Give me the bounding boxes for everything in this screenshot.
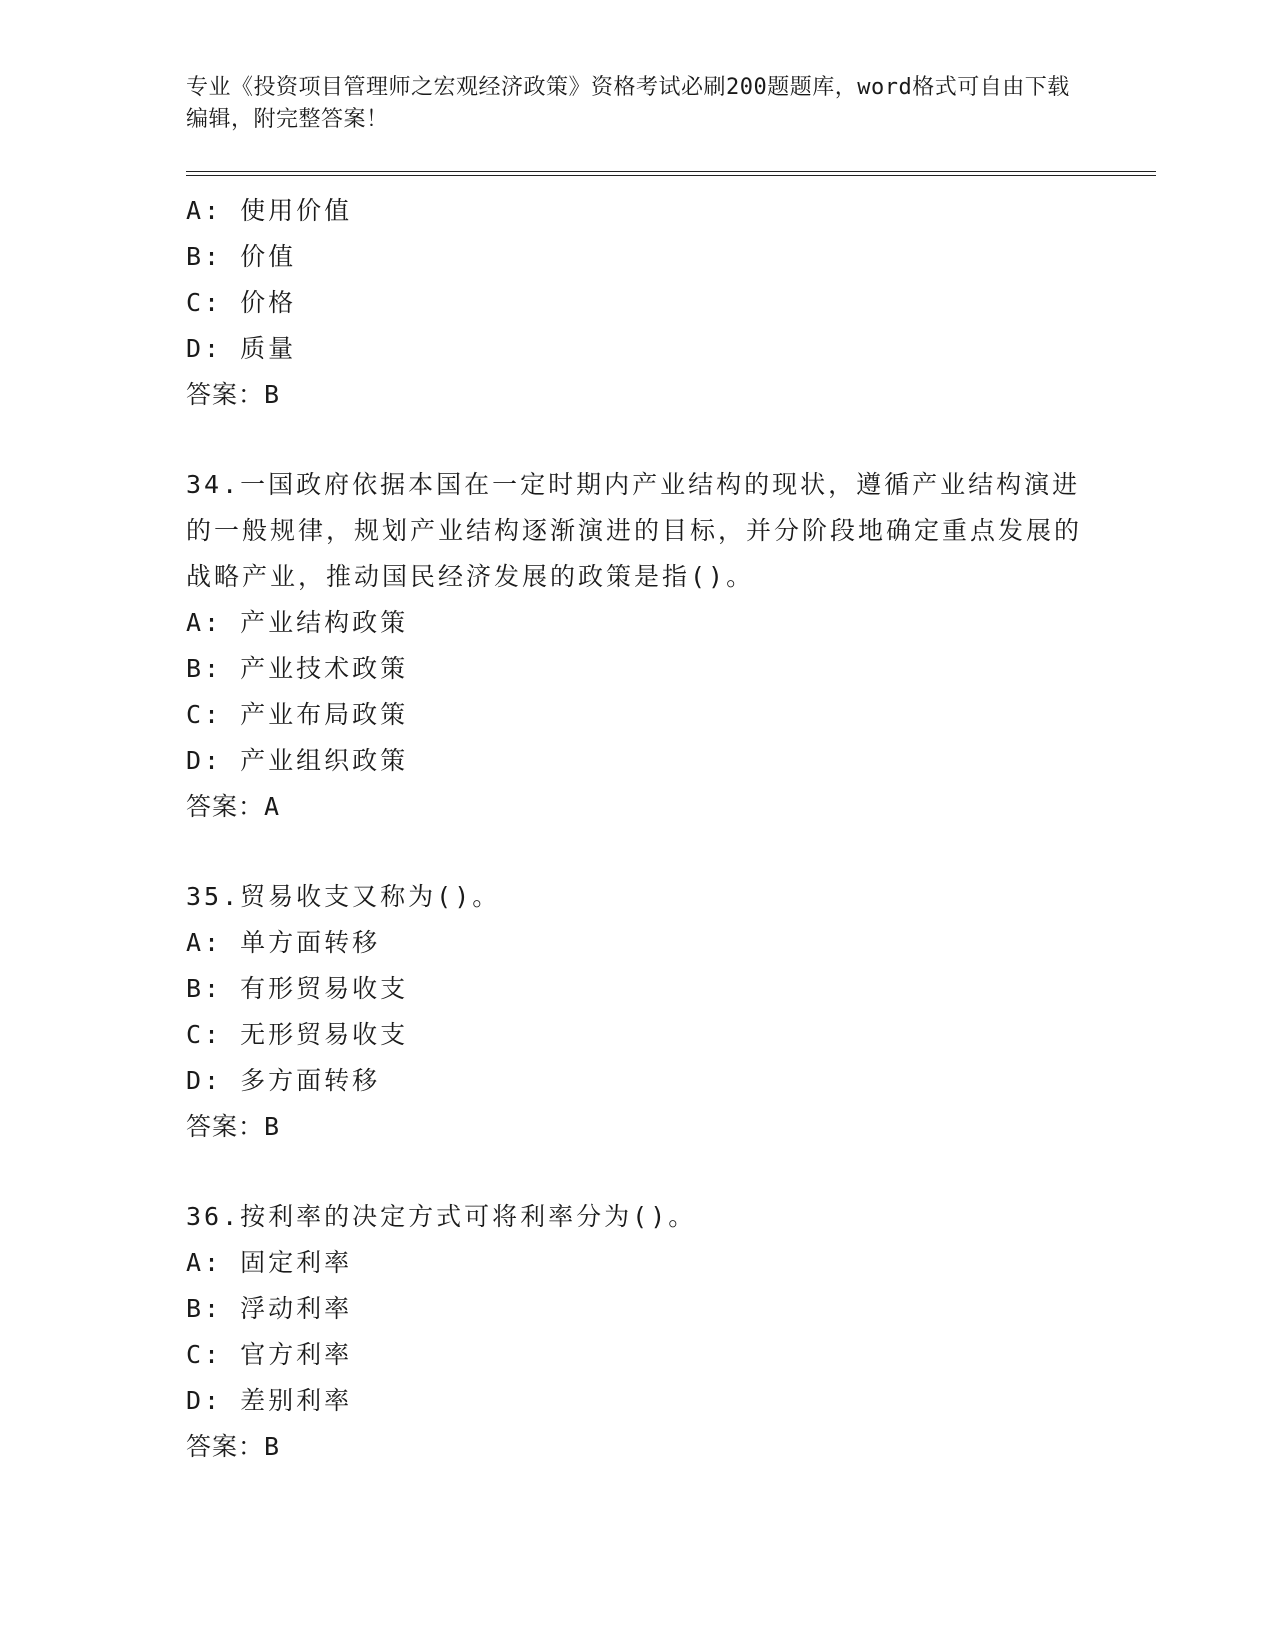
option-c: C: 产业布局政策 [186, 700, 409, 729]
question-stem: 36.按利率的决定方式可将利率分为()。 [186, 1202, 697, 1231]
question-stem: 34.一国政府依据本国在一定时期内产业结构的现状，遵循产业结构演进的一般规律，规划产业结构逐渐演进的目标，并分阶段地确定重点发展的战略产业，推动国民经济发展的政策是指()。 [186, 470, 1083, 591]
option-c: C: 官方利率 [186, 1340, 353, 1369]
option-d: D: 质量 [186, 334, 297, 363]
question-33 [186, 188, 1086, 418]
option-a: A: 固定利率 [186, 1248, 353, 1277]
option-a: A: 使用价值 [186, 196, 353, 225]
option-b: B: 浮动利率 [186, 1294, 353, 1323]
question-35 [186, 874, 1086, 1150]
question-stem: 35.贸易收支又称为()。 [186, 882, 501, 911]
page-header: 专业《投资项目管理师之宏观经济政策》资格考试必刷200题题库，word格式可自由下载编辑，附完整答案！ [186, 75, 1070, 132]
header-rule-bottom [186, 175, 1156, 176]
option-d: D: 产业组织政策 [186, 746, 409, 775]
question-36 [186, 1194, 1086, 1470]
option-b: B: 产业技术政策 [186, 654, 409, 683]
answer: 答案：B [186, 380, 281, 409]
option-c: C: 无形贸易收支 [186, 1020, 409, 1049]
answer: 答案：B [186, 1112, 281, 1141]
option-a: A: 单方面转移 [186, 928, 381, 957]
question-list [186, 188, 1086, 1470]
option-a: A: 产业结构政策 [186, 608, 409, 637]
answer: 答案：A [186, 792, 281, 821]
option-d: D: 多方面转移 [186, 1066, 381, 1095]
option-b: B: 有形贸易收支 [186, 974, 409, 1003]
answer: 答案：B [186, 1432, 281, 1461]
option-c: C: 价格 [186, 288, 297, 317]
option-d: D: 差别利率 [186, 1386, 353, 1415]
question-34 [186, 462, 1086, 830]
option-b: B: 价值 [186, 242, 297, 271]
header-rule-top [186, 171, 1156, 172]
